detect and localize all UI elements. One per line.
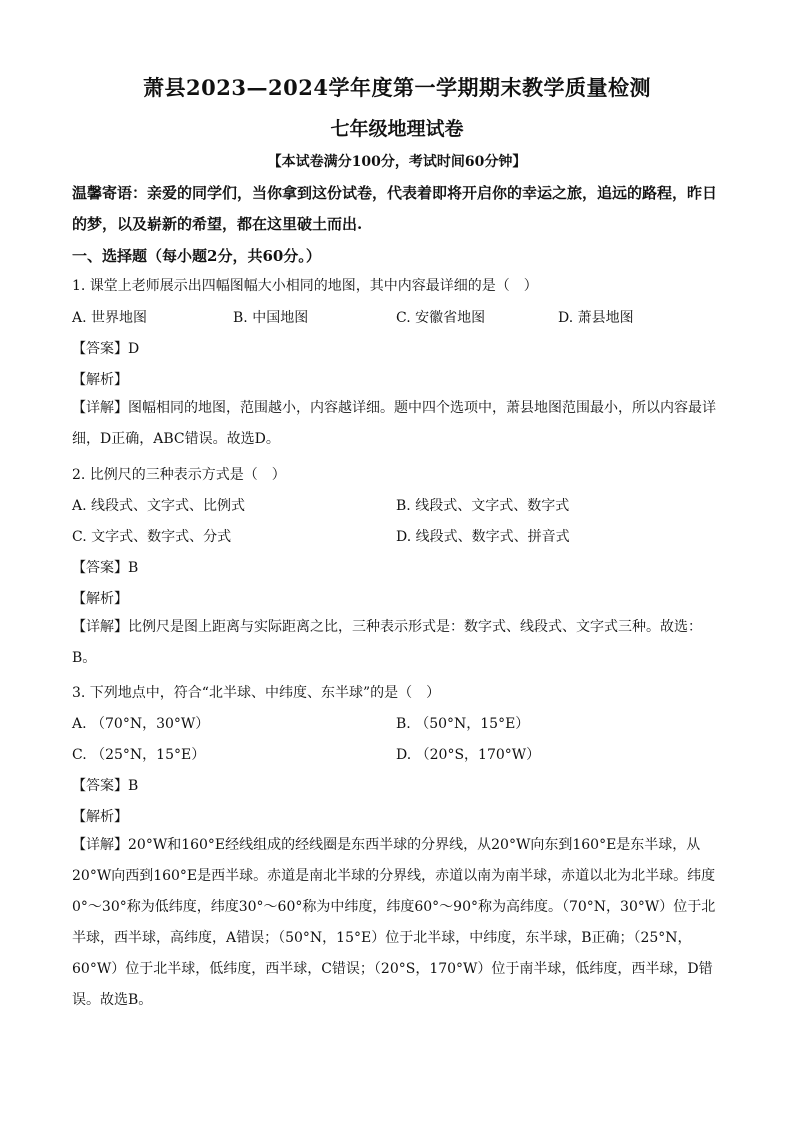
question-3-option-a: A. （70°N，30°W） [72, 716, 210, 732]
question-1-option-a: A. 世界地图 [72, 310, 148, 326]
question-2-stem: 2. 比例尺的三种表示方式是（ ） [72, 467, 286, 483]
page-title: 萧县2023—2024学年度第一学期期末教学质量检测 [143, 75, 651, 100]
question-3-answer: 【答案】B [72, 778, 139, 794]
question-1-answer: 【答案】D [72, 341, 140, 357]
question-1-analysis: 【解析】 [72, 372, 128, 388]
question-2-option-d: D. 线段式、数字式、拼音式 [396, 529, 570, 545]
question-3-detail: 【详解】20°W和160°E经线组成的经线圈是东西半球的分界线，从20°W向东到160°E是东半球，从20°W向西到160°E是西半球。赤道是南北半球的分界线，赤道以南为南半球，赤道以北为北半球。纬度0°～30°称为低纬度，纬度30°～60°称为中纬度，纬度60°～90°称为高纬度。（70°N，30°W）位于北半球，西半球，高纬度，A错误；（50°N，15°E）位于北半球，中纬度，东半球，B正确；（25°N，60°W）位于北半球，低纬度，西半球，C错误；（20°S，170°W）位于南半球，低纬度，西半球，D错误。故选B。 [72, 837, 716, 1008]
question-3-stem: 3. 下列地点中，符合“北半球、中纬度、东半球”的是（ ） [72, 685, 441, 701]
question-2-analysis: 【解析】 [72, 591, 128, 607]
question-3-analysis: 【解析】 [72, 809, 128, 825]
question-2-option-a: A. 线段式、文字式、比例式 [72, 498, 246, 514]
question-3-option-d: D. （20°S，170°W） [396, 747, 541, 763]
question-1-detail: 【详解】图幅相同的地图，范围越小，内容越详细。题中四个选项中，萧县地图范围最小，所以内容最详细，D正确，ABC错误。故选D。 [72, 400, 716, 447]
question-3-option-c: C. （25°N，15°E） [72, 747, 206, 763]
question-1-stem: 1. 课堂上老师展示出四幅图幅大小相同的地图，其中内容最详细的是（ ） [72, 278, 538, 294]
exam-note: 【本试卷满分100分，考试时间60分钟】 [267, 154, 527, 170]
page-subtitle: 七年级地理试卷 [330, 118, 464, 140]
question-2-option-b: B. 线段式、文字式、数字式 [396, 498, 570, 514]
section-title: 一、选择题（每小题2分，共60分。） [72, 247, 321, 265]
question-2-detail: 【详解】比例尺是图上距离与实际距离之比，三种表示形式是：数字式、线段式、文字式三种。故选：B。 [72, 619, 702, 666]
question-3-option-b: B. （50°N，15°E） [396, 716, 530, 732]
greeting-text: 温馨寄语：亲爱的同学们，当你拿到这份试卷，代表着即将开启你的幸运之旅，追远的路程，昨日的梦，以及崭新的希望，都在这里破土而出. [72, 184, 718, 233]
question-1-option-b: B. 中国地图 [233, 310, 309, 326]
question-2-answer: 【答案】B [72, 560, 139, 576]
question-2-option-c: C. 文字式、数字式、分式 [72, 529, 232, 545]
question-1-option-c: C. 安徽省地图 [396, 310, 486, 326]
question-1-option-d: D. 萧县地图 [558, 310, 634, 326]
